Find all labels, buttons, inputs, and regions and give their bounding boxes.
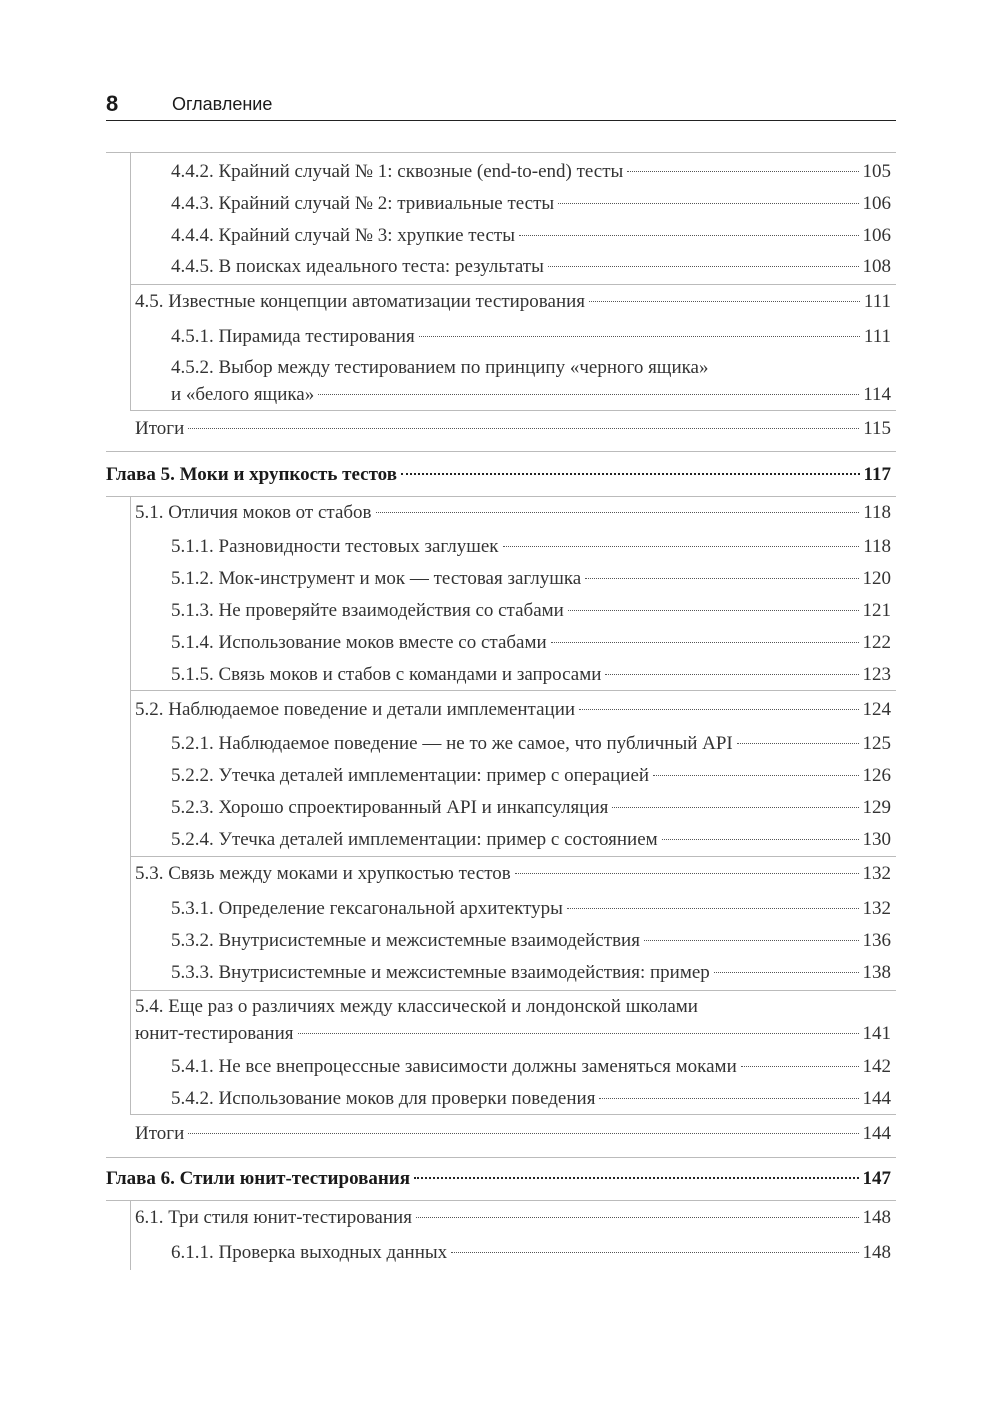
toc-entry[interactable]: 4.5.2. Выбор между тестированием по принципу «черного ящика» и «белого ящика» 114 bbox=[171, 357, 891, 405]
separator bbox=[130, 410, 896, 411]
toc-entry[interactable]: 5.1.5. Связь моков и стабов с командами и запросами 123 bbox=[171, 664, 891, 685]
toc-entry[interactable]: 5.1. Отличия моков от стабов 118 bbox=[135, 502, 891, 523]
toc-entry[interactable]: 4.4.3. Крайний случай № 2: тривиальные тесты 106 bbox=[171, 193, 891, 214]
toc-entry[interactable]: 5.1.3. Не проверяйте взаимодействия со стабами 121 bbox=[171, 600, 891, 621]
toc-entry[interactable]: 5.2. Наблюдаемое поведение и детали имплементации 124 bbox=[135, 699, 891, 720]
separator bbox=[130, 1114, 896, 1115]
separator bbox=[130, 284, 896, 285]
separator bbox=[130, 990, 896, 991]
separator bbox=[130, 856, 896, 857]
toc-entry[interactable]: Итоги 144 bbox=[135, 1123, 891, 1144]
toc-entry[interactable]: 6.1. Три стиля юнит-тестирования 148 bbox=[135, 1207, 891, 1228]
toc-entry[interactable]: 5.1.2. Мок-инструмент и мок — тестовая заглушка 120 bbox=[171, 568, 891, 589]
separator bbox=[130, 690, 896, 691]
toc-entry[interactable]: 5.3.3. Внутрисистемные и межсистемные взаимодействия: пример 138 bbox=[171, 962, 891, 983]
toc-entry[interactable]: 5.2.2. Утечка деталей имплементации: пример с операцией 126 bbox=[171, 765, 891, 786]
separator bbox=[106, 1200, 896, 1201]
indent-rule bbox=[130, 152, 131, 410]
toc-chapter[interactable]: Глава 5. Моки и хрупкость тестов 117 bbox=[106, 464, 891, 485]
separator bbox=[106, 496, 896, 497]
page-number: 8 bbox=[106, 91, 119, 116]
toc-entry[interactable]: 5.4.2. Использование моков для проверки поведения 144 bbox=[171, 1088, 891, 1109]
toc-entry[interactable]: 5.4.1. Не все внепроцессные зависимости должны заменяться моками 142 bbox=[171, 1056, 891, 1077]
toc-entry[interactable]: 5.2.1. Наблюдаемое поведение — не то же самое, что публичный API 125 bbox=[171, 733, 891, 754]
separator bbox=[106, 152, 896, 153]
toc-entry[interactable]: 6.1.1. Проверка выходных данных 148 bbox=[171, 1242, 891, 1263]
toc-entry[interactable]: 4.5. Известные концепции автоматизации тестирования 111 bbox=[135, 291, 891, 312]
indent-rule bbox=[130, 1200, 131, 1270]
toc-entry[interactable]: 5.3. Связь между моками и хрупкостью тестов 132 bbox=[135, 863, 891, 884]
toc-entry[interactable]: 5.4. Еще раз о различиях между классической и лондонской школами юнит-тестирования 141 bbox=[135, 996, 891, 1044]
toc-entry[interactable]: 4.5.1. Пирамида тестирования 111 bbox=[171, 326, 891, 347]
separator bbox=[106, 1157, 896, 1158]
toc-entry[interactable]: 4.4.2. Крайний случай № 1: сквозные (end-to-end) тесты 105 bbox=[171, 161, 891, 182]
toc-entry[interactable]: 5.3.2. Внутрисистемные и межсистемные взаимодействия 136 bbox=[171, 930, 891, 951]
running-title: Оглавление bbox=[172, 94, 273, 114]
toc-entry[interactable]: 5.2.3. Хорошо спроектированный API и инкапсуляция 129 bbox=[171, 797, 891, 818]
page-header bbox=[106, 88, 896, 121]
toc-entry[interactable]: 5.1.1. Разновидности тестовых заглушек 118 bbox=[171, 536, 891, 557]
indent-rule bbox=[130, 496, 131, 1114]
toc-chapter[interactable]: Глава 6. Стили юнит-тестирования 147 bbox=[106, 1168, 891, 1189]
toc-entry[interactable]: 4.4.4. Крайний случай № 3: хрупкие тесты 106 bbox=[171, 225, 891, 246]
toc-entry[interactable]: 4.4.5. В поисках идеального теста: результаты 108 bbox=[171, 256, 891, 277]
separator bbox=[106, 451, 896, 452]
toc-entry[interactable]: Итоги 115 bbox=[135, 418, 891, 439]
toc-entry[interactable]: 5.1.4. Использование моков вместе со стабами 122 bbox=[171, 632, 891, 653]
toc-entry[interactable]: 5.3.1. Определение гексагональной архитектуры 132 bbox=[171, 898, 891, 919]
toc-entry[interactable]: 5.2.4. Утечка деталей имплементации: пример с состоянием 130 bbox=[171, 829, 891, 850]
